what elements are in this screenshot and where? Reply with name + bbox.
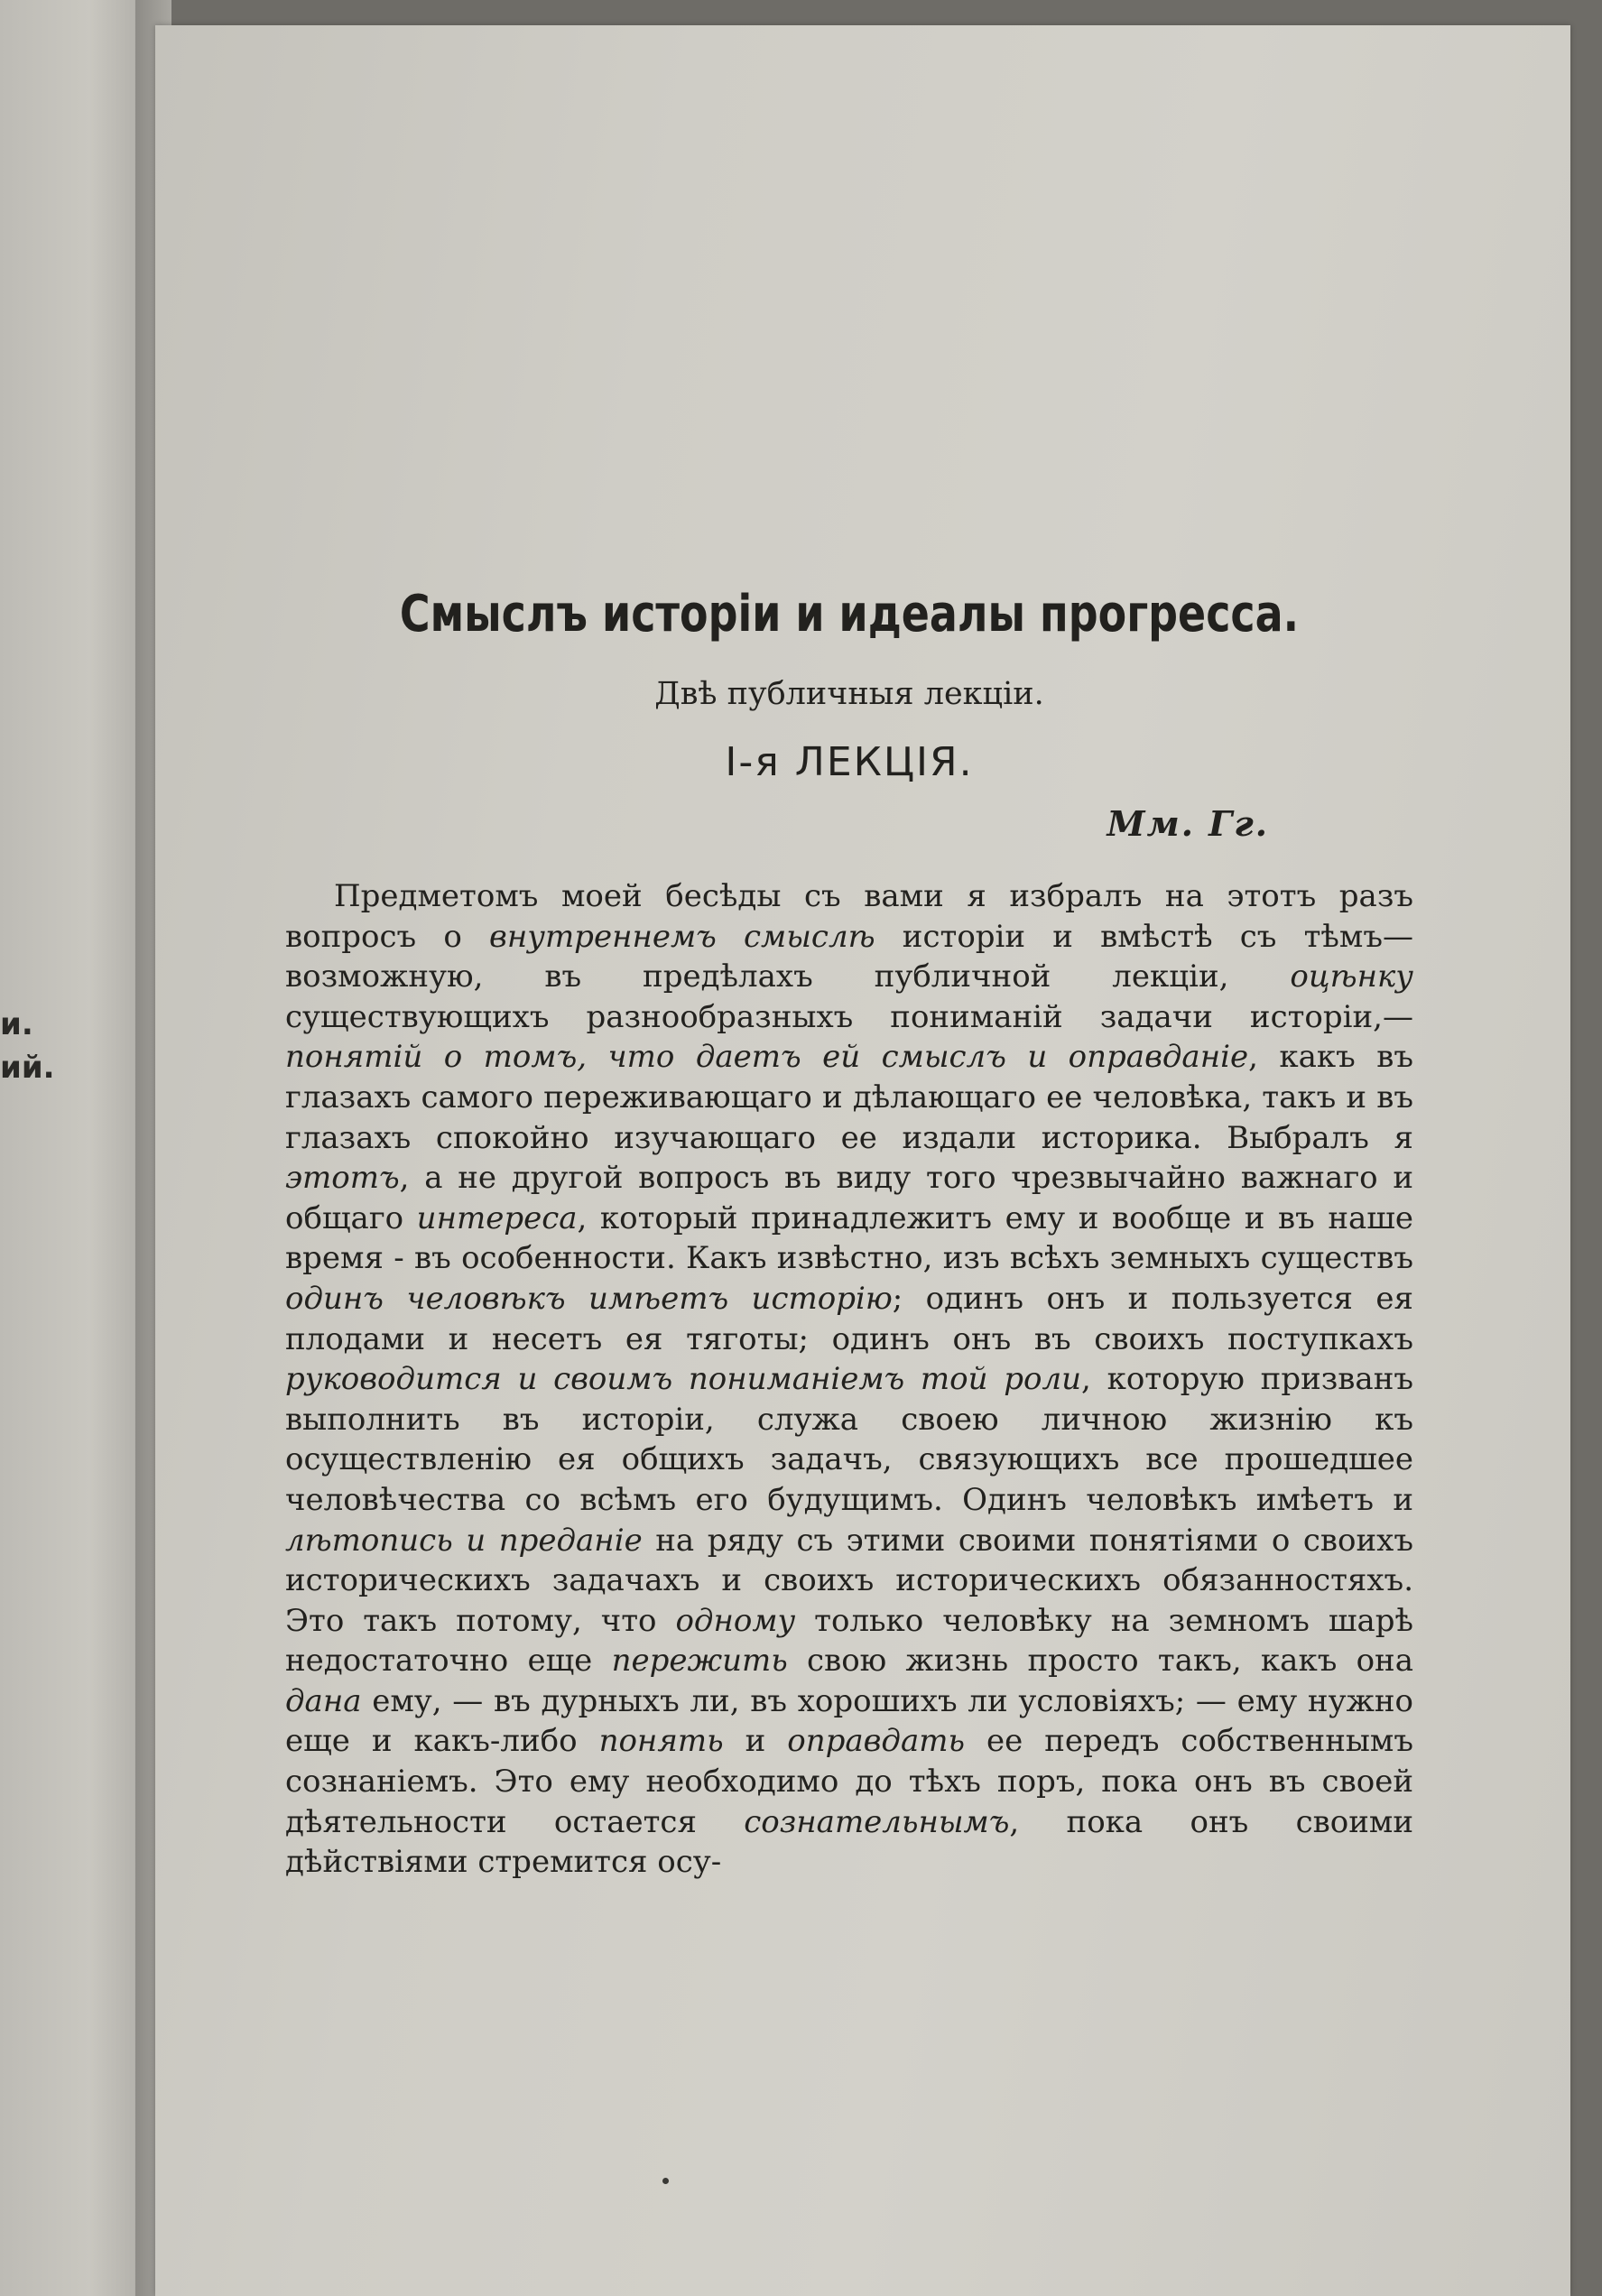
salutation: Мм. Гг. [1107,803,1269,844]
italic-run: сознательнымъ [744,1803,1010,1840]
text-run: , а не другой вопросъ въ виду того чрезвычайно важнаго и общаго [285,1160,1413,1236]
italic-run: дана [285,1682,362,1719]
italic-run: интереса [416,1199,578,1236]
italic-run: этотъ [285,1160,400,1197]
text-run: на ряду съ этими своими понятіями о своихъ историческихъ задачахъ и своихъ историческихъ обязанностяхъ. Это такъ потому, что [285,1522,1413,1639]
italic-run: понять [598,1723,724,1760]
italic-run: оправдать [787,1723,965,1760]
text-run: Предметомъ моей бесѣды съ вами я избралъ на этотъ разъ вопросъ о [285,878,1413,955]
text-run: и [723,1723,788,1760]
text-run: свою жизнь просто такъ, какъ она [787,1643,1413,1680]
text-run: , какъ въ глазахъ самого переживающаго и дѣлающаго ее человѣка, такъ и въ глазахъ спокойно изучающаго ее издали историка. Выбралъ я [285,1039,1413,1156]
italic-run: одному [675,1602,796,1639]
text-run: исторіи и вмѣстѣ съ тѣмъ—возможную, въ предѣлахъ публичной лекціи, [285,918,1414,995]
text-run: существующихъ разнообразныхъ пониманій задачи исторіи,— [285,998,1413,1035]
text-run: , пока онъ своими дѣйствіями стремится осу- [285,1803,1413,1881]
facing-page-fragment: и. [0,1006,33,1042]
ink-speck [662,2178,669,2184]
body-paragraph [285,876,1413,1883]
italic-run: понятій о томъ, что даетъ ей смыслъ и оправданіе [285,1039,1249,1076]
page-content [285,585,1413,1883]
italic-run: одинъ человѣкъ имѣетъ исторію [285,1280,893,1317]
italic-run: внутреннемъ смыслѣ [489,918,875,955]
italic-run: оцѣнку [1290,958,1413,995]
facing-page [0,0,149,2296]
text-run: только человѣку на земномъ шарѣ недостаточно еще [285,1602,1413,1680]
text-run: ее передъ собственнымъ сознаніемъ. Это ему необходимо до тѣхъ поръ, пока онъ въ своей дѣятельности остается [285,1723,1413,1840]
facing-page-fragment: ий. [0,1050,55,1086]
italic-run: пережить [611,1643,788,1680]
text-run: , которую призванъ выполнить въ исторіи, служа своею личною жизнію къ осуществленію ея общихъ задачъ, связующихъ все прошедшее человѣчества со всѣмъ его будущимъ. Одинъ человѣкъ имѣетъ и [285,1361,1413,1518]
document-title: Смыслъ исторіи и идеалы прогресса. [399,585,1300,643]
text-run: ; одинъ онъ и пользуется ея плодами и несетъ ея тяготы; одинъ онъ въ своихъ поступкахъ [285,1280,1413,1357]
text-run: ему, — въ дурныхъ ли, въ хорошихъ ли условіяхъ; — ему нужно еще и какъ-либо [285,1682,1413,1760]
text-run: , который принадлежитъ ему и вообще и въ наше время - въ особенности. Какъ извѣстно, изъ всѣхъ земныхъ существъ [285,1199,1413,1277]
italic-run: лѣтопись и преданіе [285,1522,643,1559]
book-page [155,25,1570,2296]
lecture-heading: І-я ЛЕКЦІЯ. [725,739,974,785]
document-subtitle: Двѣ публичныя лекціи. [654,676,1044,712]
italic-run: руководится и своимъ пониманіемъ той роли [285,1361,1082,1398]
